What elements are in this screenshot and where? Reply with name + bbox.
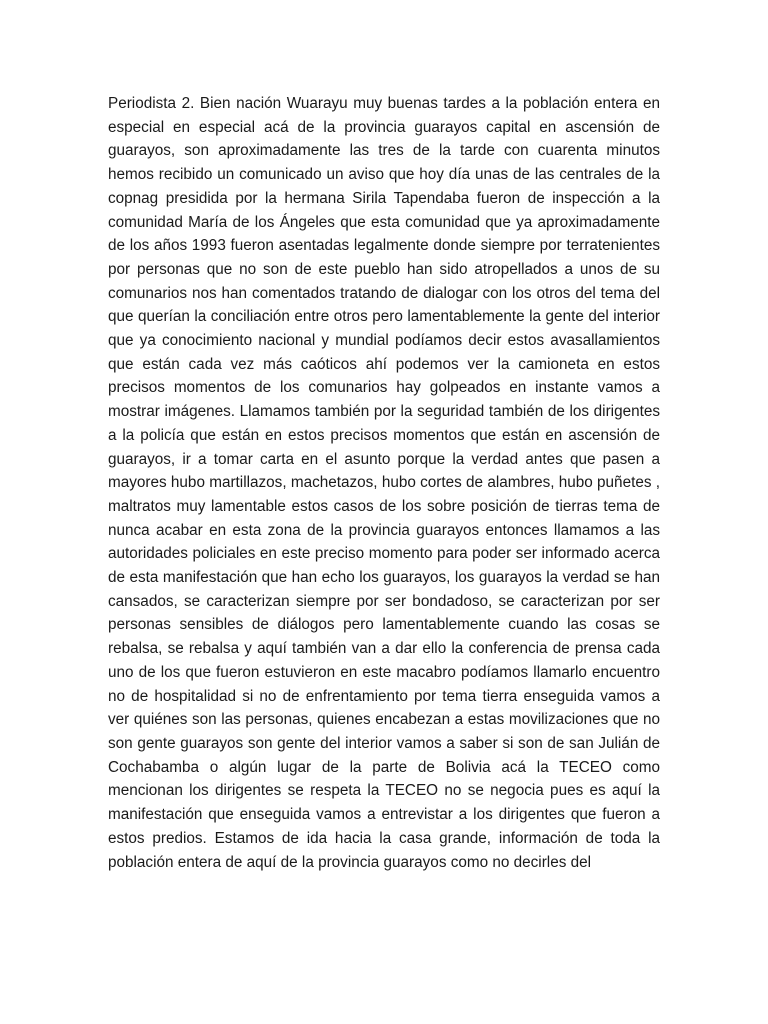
- transcript-paragraph: Periodista 2. Bien nación Wuarayu muy buenas tardes a la población entera en especial en especial acá de la provincia guarayos capital en ascensión de guarayos, son aproximadamente las tres de la tarde con cuarenta minutos hemos recibido un comunicado un aviso que hoy día unas de las centrales de la copnag presidida por la hermana Sirila Tapendaba fueron de inspección a la comunidad María de los Ángeles que esta comunidad que ya aproximadamente de los años 1993 fueron asentadas legalmente donde siempre por terratenientes por personas que no son de este pueblo han sido atropellados a unos de su comunarios nos han comentados tratando de dialogar con los otros del tema del que querían la conciliación entre otros pero lamentablemente la gente del interior que ya conocimiento nacional y mundial podíamos decir estos avasallamientos que están cada vez más caóticos ahí podemos ver la camioneta en estos precisos momentos de los comunarios hay golpeados en instante vamos a mostrar imágenes. Llamamos también por la seguridad también de los dirigentes a la policía que están en estos precisos momentos que están en ascensión de guarayos, ir a tomar carta en el asunto porque la verdad antes que pasen a mayores hubo martillazos, machetazos, hubo cortes de alambres, hubo puñetes , maltratos muy lamentable estos casos de los sobre posición de tierras tema de nunca acabar en esta zona de la provincia guarayos entonces llamamos a las autoridades policiales en este preciso momento para poder ser informado acerca de esta manifestación que han echo los guarayos, los guarayos la verdad se han cansados, se caracterizan siempre por ser bondadoso, se caracterizan por ser personas sensibles de diálogos pero lamentablemente cuando las cosas se rebalsa, se rebalsa y aquí también van a dar ello la conferencia de prensa cada uno de los que fueron estuvieron en este macabro podíamos llamarlo encuentro no de hospitalidad si no de enfrentamiento por tema tierra enseguida vamos a ver quiénes son las personas, quienes encabezan a estas movilizaciones que no son gente guarayos son gente del interior vamos a saber si son de san Julián de Cochabamba o algún lugar de la parte de Bolivia acá la TECEO como mencionan los dirigentes se respeta la TECEO no se negocia pues es aquí la manifestación que enseguida vamos a entrevistar a los dirigentes que fueron a estos predios. Estamos de ida hacia la casa grande, información de toda la población entera de aquí de la provincia guarayos como no decirles del: [108, 95, 660, 871]
